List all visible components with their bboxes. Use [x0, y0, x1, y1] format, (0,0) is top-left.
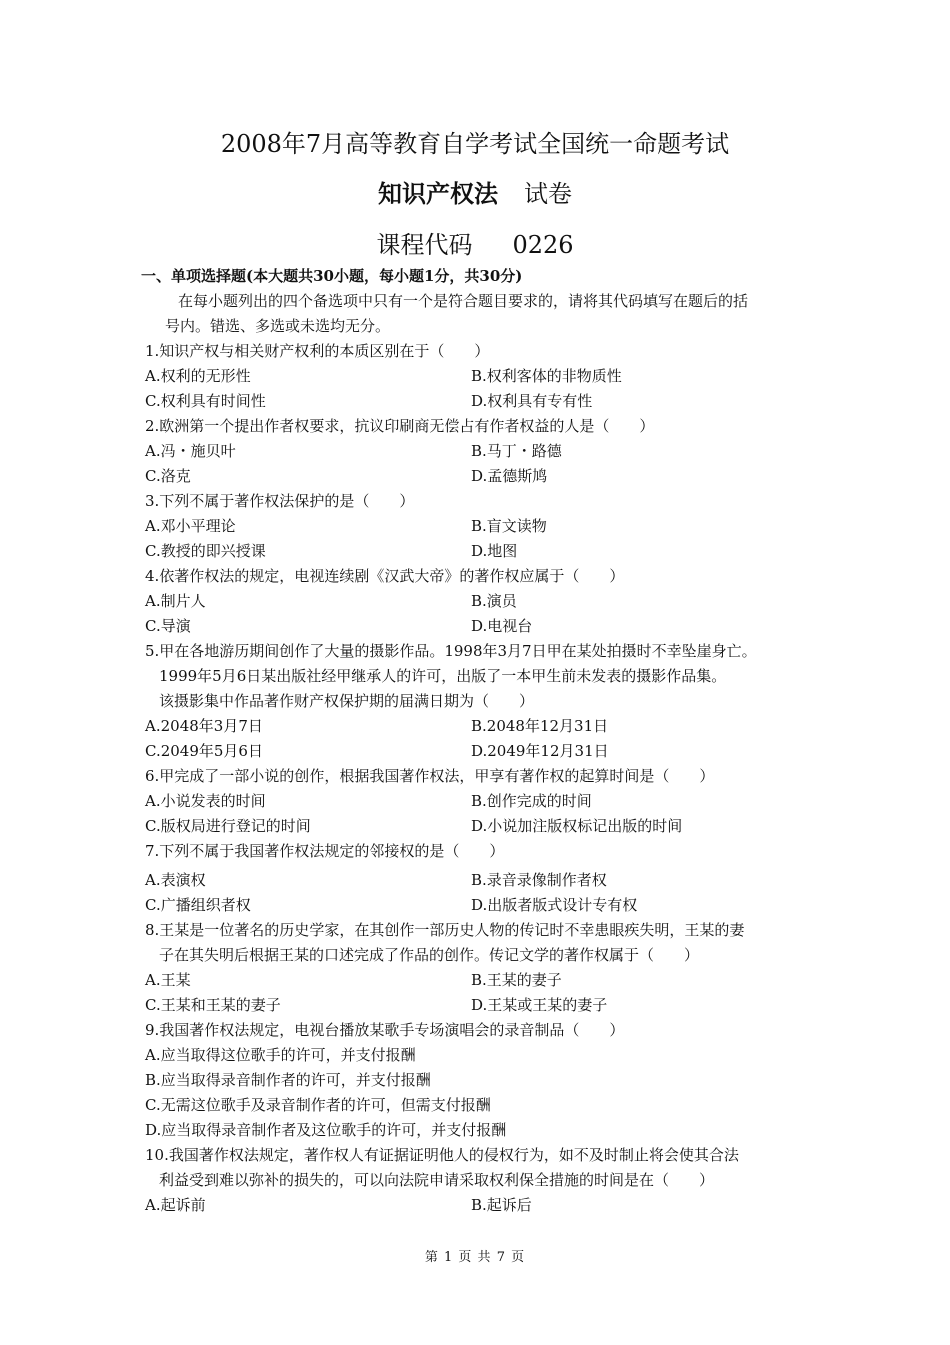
option-a: A.2048年3月7日	[145, 717, 263, 735]
option-b: B.演员	[471, 592, 517, 610]
option-c: C.广播组织者权	[145, 896, 251, 914]
exam-title: 2008年7月高等教育自学考试全国统一命题考试	[220, 130, 730, 158]
question-stem-cont: 该摄影集中作品著作财产权保护期的届满日期为（ ）	[159, 692, 535, 710]
option-row	[145, 514, 815, 539]
option-d: D.孟德斯鸠	[471, 467, 548, 485]
option-d: D.出版者版式设计专有权	[471, 896, 638, 914]
option-row	[145, 993, 815, 1018]
question-stem: 10.我国著作权法规定，著作权人有证据证明他人的侵权行为，如不及时制止将会使其合法	[145, 1146, 739, 1164]
option-a: A.应当取得这位歌手的许可，并支付报酬	[145, 1046, 416, 1064]
option-b: B.应当取得录音制作者的许可，并支付报酬	[145, 1071, 431, 1089]
option-row	[145, 389, 815, 414]
option-d: D.应当取得录音制作者及这位歌手的许可，并支付报酬	[145, 1121, 507, 1139]
option-row	[145, 893, 815, 918]
option-row	[145, 789, 815, 814]
option-a: A.小说发表的时间	[145, 792, 266, 810]
course-code-line	[0, 225, 950, 260]
option-row	[145, 614, 815, 639]
option-b: B.盲文读物	[471, 517, 547, 535]
option-d: D.电视台	[471, 617, 533, 635]
question-stem: 2.欧洲第一个提出作者权要求，抗议印刷商无偿占有作者权益的人是（ ）	[145, 417, 655, 435]
option-row	[145, 739, 815, 764]
option-d: D.小说加注版权标记出版的时间	[471, 817, 683, 835]
question-stem: 9.我国著作权法规定，电视台播放某歌手专场演唱会的录音制品（ ）	[145, 1021, 625, 1039]
question-stem: 4.依著作权法的规定，电视连续剧《汉武大帝》的著作权应属于（ ）	[145, 567, 625, 585]
option-b: B.2048年12月31日	[471, 717, 609, 735]
option-c: C.2049年5月6日	[145, 742, 263, 760]
option-row	[145, 714, 815, 739]
course-code: 0226	[512, 231, 574, 259]
option-d: D.权利具有专有性	[471, 392, 593, 410]
question-stem-cont: 1999年5月6日某出版社经甲继承人的许可，出版了一本甲生前未发表的摄影作品集。	[159, 667, 727, 685]
option-c: C.权利具有时间性	[145, 392, 266, 410]
option-row	[145, 814, 815, 839]
option-c: C.导演	[145, 617, 191, 635]
option-a: A.表演权	[145, 871, 206, 889]
subject-title	[0, 174, 950, 209]
option-c: C.教授的即兴授课	[145, 542, 266, 560]
option-c: C.王某和王某的妻子	[145, 996, 281, 1014]
instruction-line: 号内。错选、多选或未选均无分。	[165, 317, 391, 335]
option-a: A.王某	[145, 971, 191, 989]
question-stem-cont: 子在其失明后根据王某的口述完成了作品的创作。传记文学的著作权属于（ ）	[159, 946, 700, 964]
option-row	[145, 439, 815, 464]
option-a: A.邓小平理论	[145, 517, 236, 535]
course-code-label: 课程代码	[376, 231, 473, 259]
option-row	[145, 364, 815, 389]
option-row	[145, 968, 815, 993]
option-row	[145, 464, 815, 489]
option-b: B.王某的妻子	[471, 971, 562, 989]
option-row	[145, 539, 815, 564]
option-a: A.制片人	[145, 592, 206, 610]
option-b: B.起诉后	[471, 1196, 532, 1214]
question-section	[141, 264, 815, 1218]
option-a: A.权利的无形性	[145, 367, 251, 385]
option-a: A.冯・施贝叶	[145, 442, 236, 460]
option-b: B.创作完成的时间	[471, 792, 592, 810]
option-row	[145, 1193, 815, 1218]
instruction-line: 在每小题列出的四个备选项中只有一个是符合题目要求的，请将其代码填写在题后的括	[178, 292, 749, 310]
option-a: A.起诉前	[145, 1196, 206, 1214]
option-c: C.无需这位歌手及录音制作者的许可，但需支付报酬	[145, 1096, 491, 1114]
option-d: D.王某或王某的妻子	[471, 996, 608, 1014]
option-row	[145, 589, 815, 614]
question-stem-cont: 利益受到难以弥补的损失的，可以向法院申请采取权利保全措施的时间是在（ ）	[159, 1171, 715, 1189]
question-stem: 1.知识产权与相关财产权利的本质区别在于（ ）	[145, 342, 490, 360]
question-stem: 6.甲完成了一部小说的创作，根据我国著作权法，甲享有著作权的起算时间是（ ）	[145, 767, 715, 785]
option-b: B.权利客体的非物质性	[471, 367, 622, 385]
question-stem: 7.下列不属于我国著作权法规定的邻接权的是（ ）	[145, 842, 505, 860]
subject-name: 知识产权法	[378, 179, 498, 208]
option-c: C.洛克	[145, 467, 191, 485]
section-heading: 一、单项选择题(本大题共30小题，每小题1分，共30分)	[141, 267, 523, 285]
question-stem: 3.下列不属于著作权法保护的是（ ）	[145, 492, 415, 510]
question-stem: 8.王某是一位著名的历史学家，在其创作一部历史人物的传记时不幸患眼疾失明，王某的妻	[145, 921, 745, 939]
option-row	[145, 868, 815, 893]
option-c: C.版权局进行登记的时间	[145, 817, 311, 835]
paper-word: 试卷	[524, 180, 572, 208]
question-stem: 5.甲在各地游历期间创作了大量的摄影作品。1998年3月7日甲在某处拍摄时不幸坠崖身亡。	[145, 642, 757, 660]
option-b: B.录音录像制作者权	[471, 871, 607, 889]
page-indicator: 第 1 页 共 7 页	[424, 1250, 526, 1265]
option-b: B.马丁・路德	[471, 442, 562, 460]
option-d: D.2049年12月31日	[471, 742, 609, 760]
option-d: D.地图	[471, 542, 518, 560]
